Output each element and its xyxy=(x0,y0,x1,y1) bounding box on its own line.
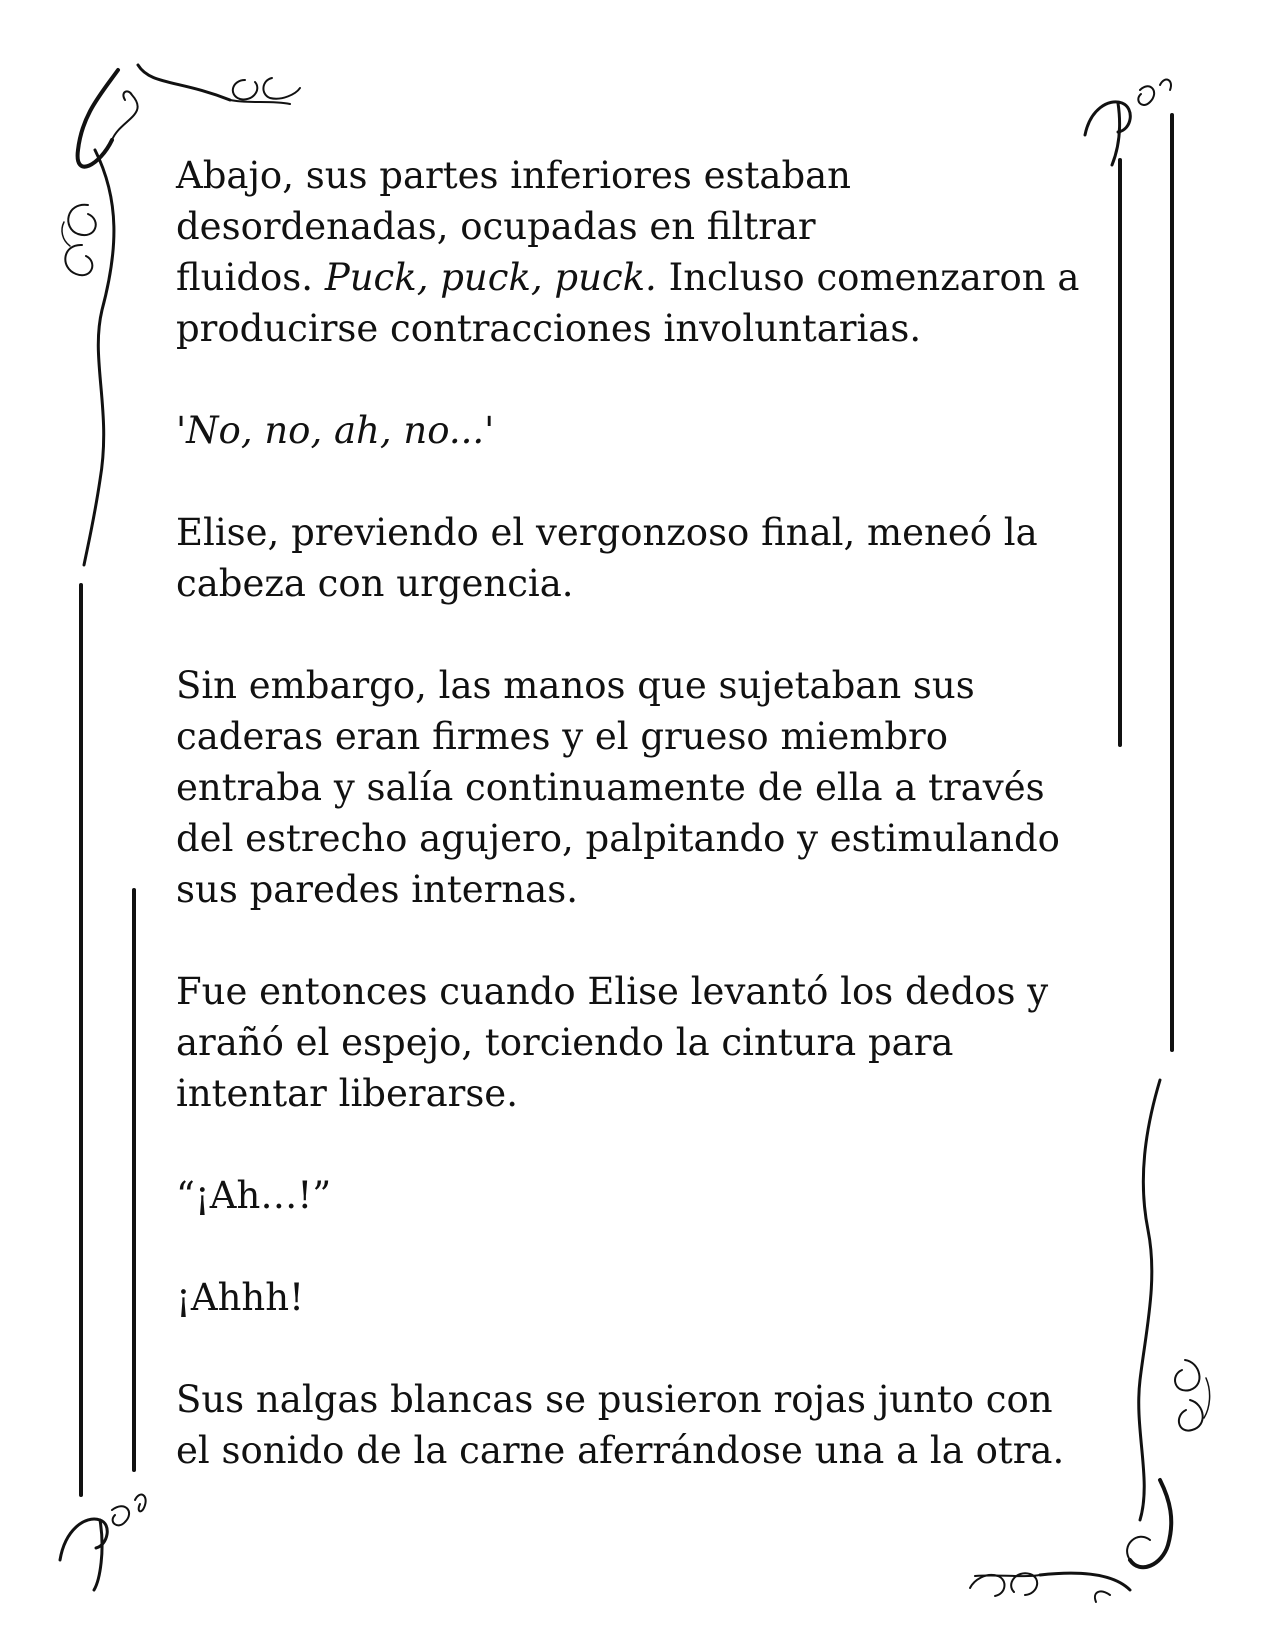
paragraph xyxy=(176,507,1116,609)
paragraph xyxy=(176,150,1116,354)
text-run: Elise, previendo el vergonzoso final, meneó la cabeza con urgencia. xyxy=(176,511,1038,605)
text-run: “¡Ah…!” xyxy=(176,1174,332,1217)
text-run: Abajo, sus partes inferiores estaban desordenadas, ocupadas en filtrar fluidos. xyxy=(176,154,852,299)
paragraph xyxy=(176,1272,1116,1323)
story-text xyxy=(176,150,1116,1476)
text-run: Sin embargo, las manos que sujetaban sus caderas eran firmes y el grueso miembro entraba y salía continuamente de ella a través del estrecho agujero, palpitando y estimulando sus paredes internas. xyxy=(176,664,1060,911)
text-run: Incluso comenzaron a producirse contracciones involuntarias. xyxy=(176,256,1080,350)
italic-text: Puck, puck, puck. xyxy=(324,256,657,299)
text-run: ¡Ahhh! xyxy=(176,1276,304,1319)
italic-text: 'No, no, ah, no...' xyxy=(176,409,495,452)
paragraph xyxy=(176,966,1116,1119)
paragraph xyxy=(176,405,1116,456)
paragraph xyxy=(176,1374,1116,1476)
bottom-left-flourish xyxy=(60,1495,146,1590)
text-run: Fue entonces cuando Elise levantó los dedos y arañó el espejo, torciendo la cintura para intentar liberarse. xyxy=(176,970,1049,1115)
text-run: Sus nalgas blancas se pusieron rojas junto con el sonido de la carne aferrándose una a la otra. xyxy=(176,1378,1065,1472)
paragraph xyxy=(176,1170,1116,1221)
paragraph xyxy=(176,660,1116,915)
